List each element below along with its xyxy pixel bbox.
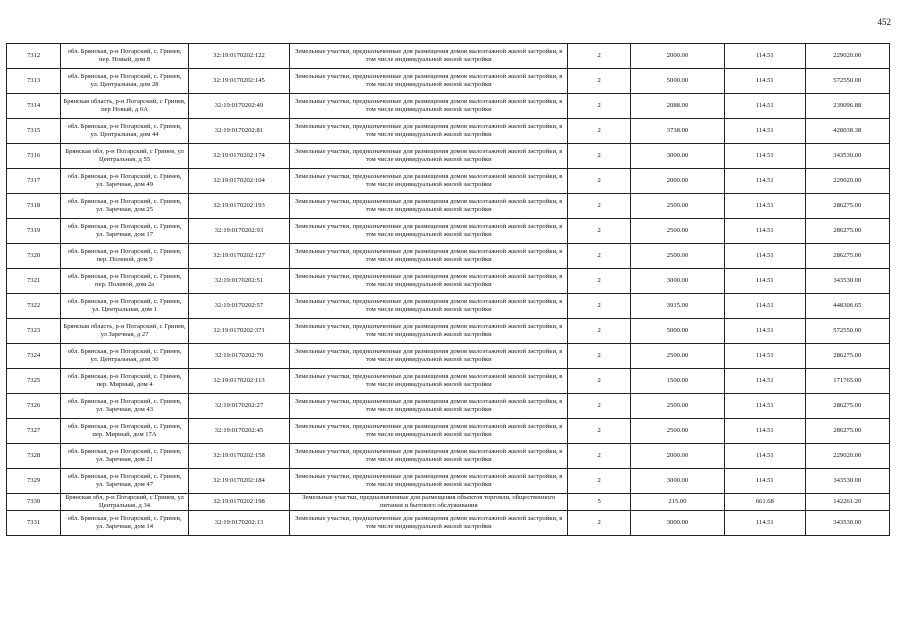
cadastral-value-cell: 286275.00 xyxy=(805,394,889,419)
row-number: 7322 xyxy=(7,294,61,319)
row-number: 7331 xyxy=(7,511,61,536)
cadastral-value-cell: 239096.88 xyxy=(805,94,889,119)
address-cell: обл. Брянская, р-н Погарский, с. Гринев, пер. Новый, дом 8 xyxy=(61,44,189,69)
address-cell: Брянская область, р-н Погарский, с Гринев, ул Заречная, д 27 xyxy=(61,319,189,344)
area-cell: 2088.00 xyxy=(630,94,724,119)
group-cell: 2 xyxy=(568,219,631,244)
specific-value-cell: 114.51 xyxy=(724,169,805,194)
row-number: 7315 xyxy=(7,119,61,144)
permitted-use-cell: Земельные участки, предназначенные для размещения домов малоэтажной жилой застройки, в том числе индивидуальной жилой застройки xyxy=(290,219,568,244)
cadastral-value-cell: 286275.00 xyxy=(805,219,889,244)
permitted-use-cell: Земельные участки, предназначенные для размещения домов малоэтажной жилой застройки, в том числе индивидуальной жилой застройки xyxy=(290,319,568,344)
table-row xyxy=(7,119,890,144)
specific-value-cell: 114.51 xyxy=(724,94,805,119)
area-cell: 3738.00 xyxy=(630,119,724,144)
address-cell: обл. Брянская, р-н Погарский, с. Гринев, пер. Мирный, дом 17А xyxy=(61,419,189,444)
cadastral-value-cell: 448306.65 xyxy=(805,294,889,319)
address-cell: обл. Брянская, р-н Погарский, с. Гринев, ул. Заречная, дом 17 xyxy=(61,219,189,244)
address-cell: обл. Брянская, р-н Погарский, с. Гринев, ул. Центральная, дом 1 xyxy=(61,294,189,319)
address-cell: обл. Брянская, р-н Погарский, с. Гринев, ул. Заречная, дом 25 xyxy=(61,194,189,219)
permitted-use-cell: Земельные участки, предназначенные для размещения домов малоэтажной жилой застройки, в том числе индивидуальной жилой застройки xyxy=(290,469,568,494)
specific-value-cell: 114.51 xyxy=(724,394,805,419)
group-cell: 2 xyxy=(568,319,631,344)
cadastral-value-cell: 229020.00 xyxy=(805,444,889,469)
group-cell: 2 xyxy=(568,369,631,394)
cadastral-number-cell: 32:19:0170202:57 xyxy=(188,294,289,319)
table-row xyxy=(7,269,890,294)
cadastral-number-cell: 32:19:0170202:51 xyxy=(188,269,289,294)
permitted-use-cell: Земельные участки, предназначенные для размещения домов малоэтажной жилой застройки, в том числе индивидуальной жилой застройки xyxy=(290,444,568,469)
specific-value-cell: 114.51 xyxy=(724,344,805,369)
area-cell: 2500.00 xyxy=(630,344,724,369)
address-cell: Брянская обл, р-н Погарский, с Гринев, ул Центральная, д 34 xyxy=(61,494,189,511)
permitted-use-cell: Земельные участки, предназначенные для размещения домов малоэтажной жилой застройки, в том числе индивидуальной жилой застройки xyxy=(290,194,568,219)
specific-value-cell: 114.51 xyxy=(724,44,805,69)
address-cell: обл. Брянская, р-н Погарский, с. Гринев, ул. Заречная, дом 47 xyxy=(61,469,189,494)
area-cell: 2000.00 xyxy=(630,169,724,194)
area-cell: 2500.00 xyxy=(630,419,724,444)
address-cell: обл. Брянская, р-н Погарский, с. Гринев, ул. Заречная, дом 43 xyxy=(61,394,189,419)
cadastral-value-cell: 229020.00 xyxy=(805,169,889,194)
table-row xyxy=(7,194,890,219)
address-cell: обл. Брянская, р-н Погарский, с. Гринев, ул. Центральная, дом 30 xyxy=(61,344,189,369)
row-number: 7317 xyxy=(7,169,61,194)
group-cell: 2 xyxy=(568,144,631,169)
permitted-use-cell: Земельные участки, предназначенные для размещения домов малоэтажной жилой застройки, в том числе индивидуальной жилой застройки xyxy=(290,419,568,444)
row-number: 7314 xyxy=(7,94,61,119)
group-cell: 2 xyxy=(568,244,631,269)
area-cell: 3000.00 xyxy=(630,511,724,536)
cadastral-value-table xyxy=(6,43,890,536)
cadastral-number-cell: 32:19:0170202:184 xyxy=(188,469,289,494)
table-row xyxy=(7,244,890,269)
cadastral-number-cell: 32:19:0170202:193 xyxy=(188,194,289,219)
specific-value-cell: 114.51 xyxy=(724,369,805,394)
specific-value-cell: 114.51 xyxy=(724,194,805,219)
cadastral-value-cell: 171765.00 xyxy=(805,369,889,394)
cadastral-number-cell: 32:19:0170202:70 xyxy=(188,344,289,369)
area-cell: 2000.00 xyxy=(630,44,724,69)
area-cell: 2500.00 xyxy=(630,219,724,244)
area-cell: 1500.00 xyxy=(630,369,724,394)
table-row xyxy=(7,511,890,536)
address-cell: обл. Брянская, р-н Погарский, с. Гринев, пер. Мирный, дом 4 xyxy=(61,369,189,394)
row-number: 7321 xyxy=(7,269,61,294)
cadastral-number-cell: 32:19:0170202:371 xyxy=(188,319,289,344)
permitted-use-cell: Земельные участки, предназначенные для размещения домов малоэтажной жилой застройки, в том числе индивидуальной жилой застройки xyxy=(290,294,568,319)
group-cell: 2 xyxy=(568,94,631,119)
specific-value-cell: 114.51 xyxy=(724,419,805,444)
permitted-use-cell: Земельные участки, предназначенные для размещения домов малоэтажной жилой застройки, в том числе индивидуальной жилой застройки xyxy=(290,169,568,194)
cadastral-value-cell: 572550.00 xyxy=(805,319,889,344)
specific-value-cell: 114.51 xyxy=(724,119,805,144)
cadastral-number-cell: 32:19:0170202:49 xyxy=(188,94,289,119)
specific-value-cell: 114.51 xyxy=(724,444,805,469)
cadastral-number-cell: 32:19:0170202:122 xyxy=(188,44,289,69)
row-number: 7326 xyxy=(7,394,61,419)
group-cell: 2 xyxy=(568,419,631,444)
area-cell: 2500.00 xyxy=(630,194,724,219)
table-row xyxy=(7,144,890,169)
table-row xyxy=(7,169,890,194)
cadastral-number-cell: 32:19:0170202:198 xyxy=(188,494,289,511)
permitted-use-cell: Земельные участки, предназначенные для размещения домов малоэтажной жилой застройки, в том числе индивидуальной жилой застройки xyxy=(290,394,568,419)
table-row xyxy=(7,419,890,444)
group-cell: 2 xyxy=(568,511,631,536)
table-row xyxy=(7,44,890,69)
permitted-use-cell: Земельные участки, предназначенные для размещения домов малоэтажной жилой застройки, в том числе индивидуальной жилой застройки xyxy=(290,511,568,536)
row-number: 7328 xyxy=(7,444,61,469)
table-row xyxy=(7,369,890,394)
cadastral-value-cell: 343530.00 xyxy=(805,269,889,294)
specific-value-cell: 114.51 xyxy=(724,219,805,244)
permitted-use-cell: Земельные участки, предназначенные для размещения домов малоэтажной жилой застройки, в том числе индивидуальной жилой застройки xyxy=(290,119,568,144)
group-cell: 2 xyxy=(568,269,631,294)
area-cell: 5000.00 xyxy=(630,69,724,94)
address-cell: обл. Брянская, р-н Погарский, с. Гринев, пер. Полевой, дом 9 xyxy=(61,244,189,269)
specific-value-cell: 114.51 xyxy=(724,69,805,94)
permitted-use-cell: Земельные участки, предназначенные для размещения домов малоэтажной жилой застройки, в том числе индивидуальной жилой застройки xyxy=(290,144,568,169)
group-cell: 2 xyxy=(568,444,631,469)
permitted-use-cell: Земельные участки, предназначенные для размещения домов малоэтажной жилой застройки, в том числе индивидуальной жилой застройки xyxy=(290,94,568,119)
cadastral-value-cell: 142261.20 xyxy=(805,494,889,511)
group-cell: 2 xyxy=(568,469,631,494)
area-cell: 3915.00 xyxy=(630,294,724,319)
row-number: 7319 xyxy=(7,219,61,244)
cadastral-number-cell: 32:19:0170202:158 xyxy=(188,444,289,469)
cadastral-number-cell: 32:19:0170202:145 xyxy=(188,69,289,94)
cadastral-number-cell: 32:19:0170202:93 xyxy=(188,219,289,244)
group-cell: 2 xyxy=(568,194,631,219)
cadastral-number-cell: 32:19:0170202:81 xyxy=(188,119,289,144)
permitted-use-cell: Земельные участки, предназначенные для размещения домов малоэтажной жилой застройки, в том числе индивидуальной жилой застройки xyxy=(290,244,568,269)
table-row xyxy=(7,344,890,369)
specific-value-cell: 114.51 xyxy=(724,144,805,169)
cadastral-value-cell: 286275.00 xyxy=(805,244,889,269)
area-cell: 2000.00 xyxy=(630,444,724,469)
group-cell: 2 xyxy=(568,69,631,94)
table-row xyxy=(7,494,890,511)
row-number: 7324 xyxy=(7,344,61,369)
specific-value-cell: 114.51 xyxy=(724,244,805,269)
row-number: 7313 xyxy=(7,69,61,94)
table-row xyxy=(7,94,890,119)
group-cell: 2 xyxy=(568,344,631,369)
area-cell: 3000.00 xyxy=(630,269,724,294)
table-row xyxy=(7,294,890,319)
group-cell: 5 xyxy=(568,494,631,511)
specific-value-cell: 661.68 xyxy=(724,494,805,511)
cadastral-value-cell: 343530.00 xyxy=(805,469,889,494)
specific-value-cell: 114.51 xyxy=(724,511,805,536)
permitted-use-cell: Земельные участки, предназначенные для размещения домов малоэтажной жилой застройки, в том числе индивидуальной жилой застройки xyxy=(290,269,568,294)
group-cell: 2 xyxy=(568,169,631,194)
cadastral-number-cell: 32:19:0170202:104 xyxy=(188,169,289,194)
cadastral-value-cell: 572550.00 xyxy=(805,69,889,94)
cadastral-value-cell: 286275.00 xyxy=(805,194,889,219)
cadastral-value-cell: 343530.00 xyxy=(805,511,889,536)
row-number: 7329 xyxy=(7,469,61,494)
address-cell: Брянская область, р-н Погарский, с Гринев, пер Новый, д 6А xyxy=(61,94,189,119)
table-row xyxy=(7,319,890,344)
specific-value-cell: 114.51 xyxy=(724,269,805,294)
table-row xyxy=(7,69,890,94)
area-cell: 5000.00 xyxy=(630,319,724,344)
area-cell: 215.00 xyxy=(630,494,724,511)
cadastral-number-cell: 32:19:0170202:127 xyxy=(188,244,289,269)
group-cell: 2 xyxy=(568,294,631,319)
permitted-use-cell: Земельные участки, предназначенные для размещения домов малоэтажной жилой застройки, в том числе индивидуальной жилой застройки xyxy=(290,69,568,94)
cadastral-value-cell: 428038.38 xyxy=(805,119,889,144)
table-row xyxy=(7,219,890,244)
specific-value-cell: 114.51 xyxy=(724,469,805,494)
table-row xyxy=(7,394,890,419)
specific-value-cell: 114.51 xyxy=(724,294,805,319)
permitted-use-cell: Земельные участки, предназначенные для размещения объектов торговли, общественного питания и бытового обслуживания xyxy=(290,494,568,511)
permitted-use-cell: Земельные участки, предназначенные для размещения домов малоэтажной жилой застройки, в том числе индивидуальной жилой застройки xyxy=(290,344,568,369)
row-number: 7330 xyxy=(7,494,61,511)
permitted-use-cell: Земельные участки, предназначенные для размещения домов малоэтажной жилой застройки, в том числе индивидуальной жилой застройки xyxy=(290,44,568,69)
group-cell: 2 xyxy=(568,119,631,144)
row-number: 7312 xyxy=(7,44,61,69)
table-row xyxy=(7,469,890,494)
page-number: 452 xyxy=(877,17,891,27)
table-row xyxy=(7,444,890,469)
cadastral-value-cell: 343530.00 xyxy=(805,144,889,169)
area-cell: 2500.00 xyxy=(630,394,724,419)
address-cell: обл. Брянская, р-н Погарский, с. Гринев, ул. Центральная, дом 28 xyxy=(61,69,189,94)
row-number: 7323 xyxy=(7,319,61,344)
row-number: 7320 xyxy=(7,244,61,269)
specific-value-cell: 114.51 xyxy=(724,319,805,344)
address-cell: Брянская обл, р-н Погарский, с Гринев, ул Центральная, д 55 xyxy=(61,144,189,169)
area-cell: 2500.00 xyxy=(630,244,724,269)
cadastral-number-cell: 32:19:0170202:113 xyxy=(188,369,289,394)
cadastral-value-cell: 229020.00 xyxy=(805,44,889,69)
row-number: 7316 xyxy=(7,144,61,169)
address-cell: обл. Брянская, р-н Погарский, с. Гринев, ул. Заречная, дом 14 xyxy=(61,511,189,536)
address-cell: обл. Брянская, р-н Погарский, с. Гринев, ул. Заречная, дом 21 xyxy=(61,444,189,469)
row-number: 7318 xyxy=(7,194,61,219)
address-cell: обл. Брянская, р-н Погарский, с. Гринев, ул. Заречная, дом 49 xyxy=(61,169,189,194)
cadastral-value-cell: 286275.00 xyxy=(805,344,889,369)
address-cell: обл. Брянская, р-н Погарский, с. Гринев, ул. Центральная, дом 44 xyxy=(61,119,189,144)
group-cell: 2 xyxy=(568,44,631,69)
group-cell: 2 xyxy=(568,394,631,419)
area-cell: 3000.00 xyxy=(630,469,724,494)
table-body xyxy=(7,44,890,536)
permitted-use-cell: Земельные участки, предназначенные для размещения домов малоэтажной жилой застройки, в том числе индивидуальной жилой застройки xyxy=(290,369,568,394)
cadastral-number-cell: 32:19:0170202:174 xyxy=(188,144,289,169)
cadastral-number-cell: 32:19:0170202:13 xyxy=(188,511,289,536)
row-number: 7325 xyxy=(7,369,61,394)
area-cell: 3000.00 xyxy=(630,144,724,169)
cadastral-value-cell: 286275.00 xyxy=(805,419,889,444)
cadastral-number-cell: 32:19:0170202:45 xyxy=(188,419,289,444)
cadastral-number-cell: 32:19:0170202:27 xyxy=(188,394,289,419)
address-cell: обл. Брянская, р-н Погарский, с. Гринев, пер. Полевой, дом 2а xyxy=(61,269,189,294)
row-number: 7327 xyxy=(7,419,61,444)
